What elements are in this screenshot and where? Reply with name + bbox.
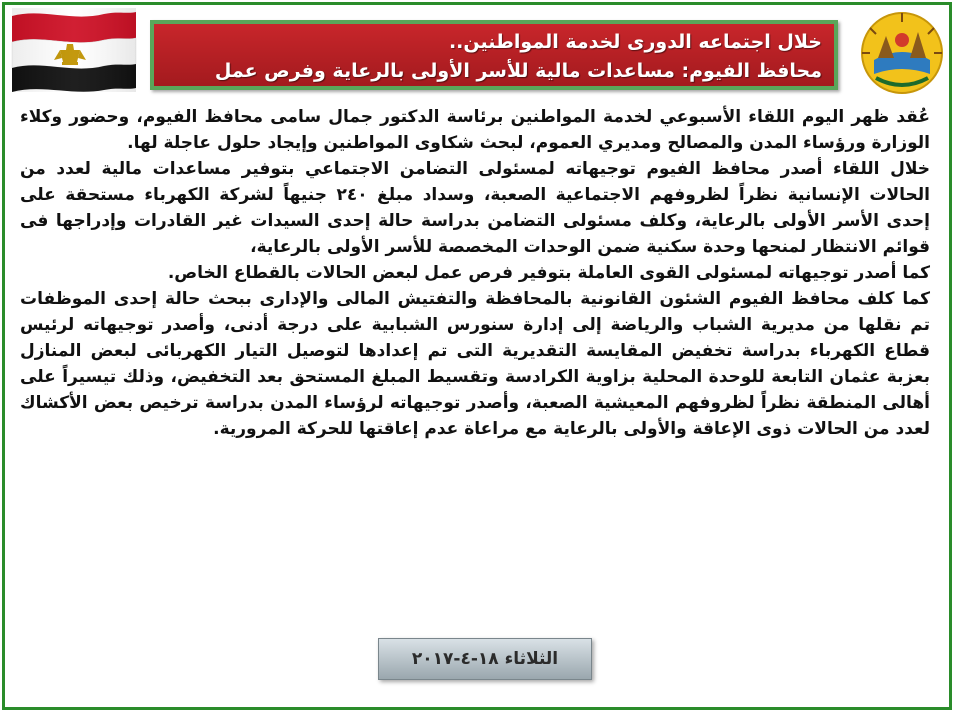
article-paragraph: عُقد ظهر اليوم اللقاء الأسبوعي لخدمة المواطنين برئاسة الدكتور جمال سامى محافظ الفيوم، وحضور وكلاء الوزارة ورؤساء المدن والمصالح ومديري العموم، لبحث شكاوى المواطنين وإيجاد حلول عاجلة لها. xyxy=(20,107,930,153)
date-label: الثلاثاء ١٨-٤-٢٠١٧ xyxy=(411,649,559,669)
headline-kicker: خلال اجتماعه الدورى لخدمة المواطنين.. xyxy=(448,31,822,53)
date-badge xyxy=(378,638,592,680)
article-paragraph: كما أصدر توجيهاته لمسئولى القوى العاملة بتوفير فرص عمل لبعض الحالات بالقطاع الخاص. xyxy=(167,263,930,283)
egypt-flag-icon xyxy=(8,8,140,92)
article-paragraph: كما كلف محافظ الفيوم الشئون القانونية بالمحافظة والتفتيش المالى والإدارى ببحث حالة إحدى الموظفات تم نقلها من مديرية الشباب والرياضة إلى إدارة سنورس الشبابية على درجة أدنى، وأصدر توجيهاته لرئيس قطاع الكهرباء بدراسة تخفيض المقايسة التقديرية التى تم إعدادها لتوصيل التيار الكهربائى لبعض المنازل بعزبة عثمان التابعة للوحدة المحلية بزاوية الكرادسة وتقسيط المبلغ المستحق بعد التخفيض، وذلك تيسيراً على أهالى المنطقة نظراً لظروفهم المعيشية الصعبة، وأصدر توجيهاته لرؤساء المدن بدراسة ترخيص بعض الأكشاك لعدد من الحالات ذوى الإعاقة والأولى بالرعاية مع مراعاة عدم إعاقتها للحركة المرورية. xyxy=(20,289,930,439)
article-body xyxy=(20,104,930,442)
headline-title: محافظ الفيوم: مساعدات مالية للأسر الأولى بالرعاية وفرص عمل xyxy=(214,60,822,82)
fayoum-governorate-logo-icon xyxy=(856,8,948,98)
article-paragraph: خلال اللقاء أصدر محافظ الفيوم توجيهاته لمسئولى التضامن الاجتماعي بتوفير مساعدات مالية لعدد من الحالات الإنسانية نظراً لظروفهم الاجتماعية الصعبة، وسداد مبلغ ٢٤٠ جنيهاً لشركة الكهرباء مستحقة على إحدى الأسر الأولى بالرعاية، وكلف مسئولى التضامن بدراسة حالة إحدى السيدات غير القادرات وإدراجها فى قوائم الانتظار لمنحها وحدة سكنية ضمن الوحدات المخصصة للأسر الأولى بالرعاية، xyxy=(20,159,930,257)
headline-banner xyxy=(150,20,838,90)
